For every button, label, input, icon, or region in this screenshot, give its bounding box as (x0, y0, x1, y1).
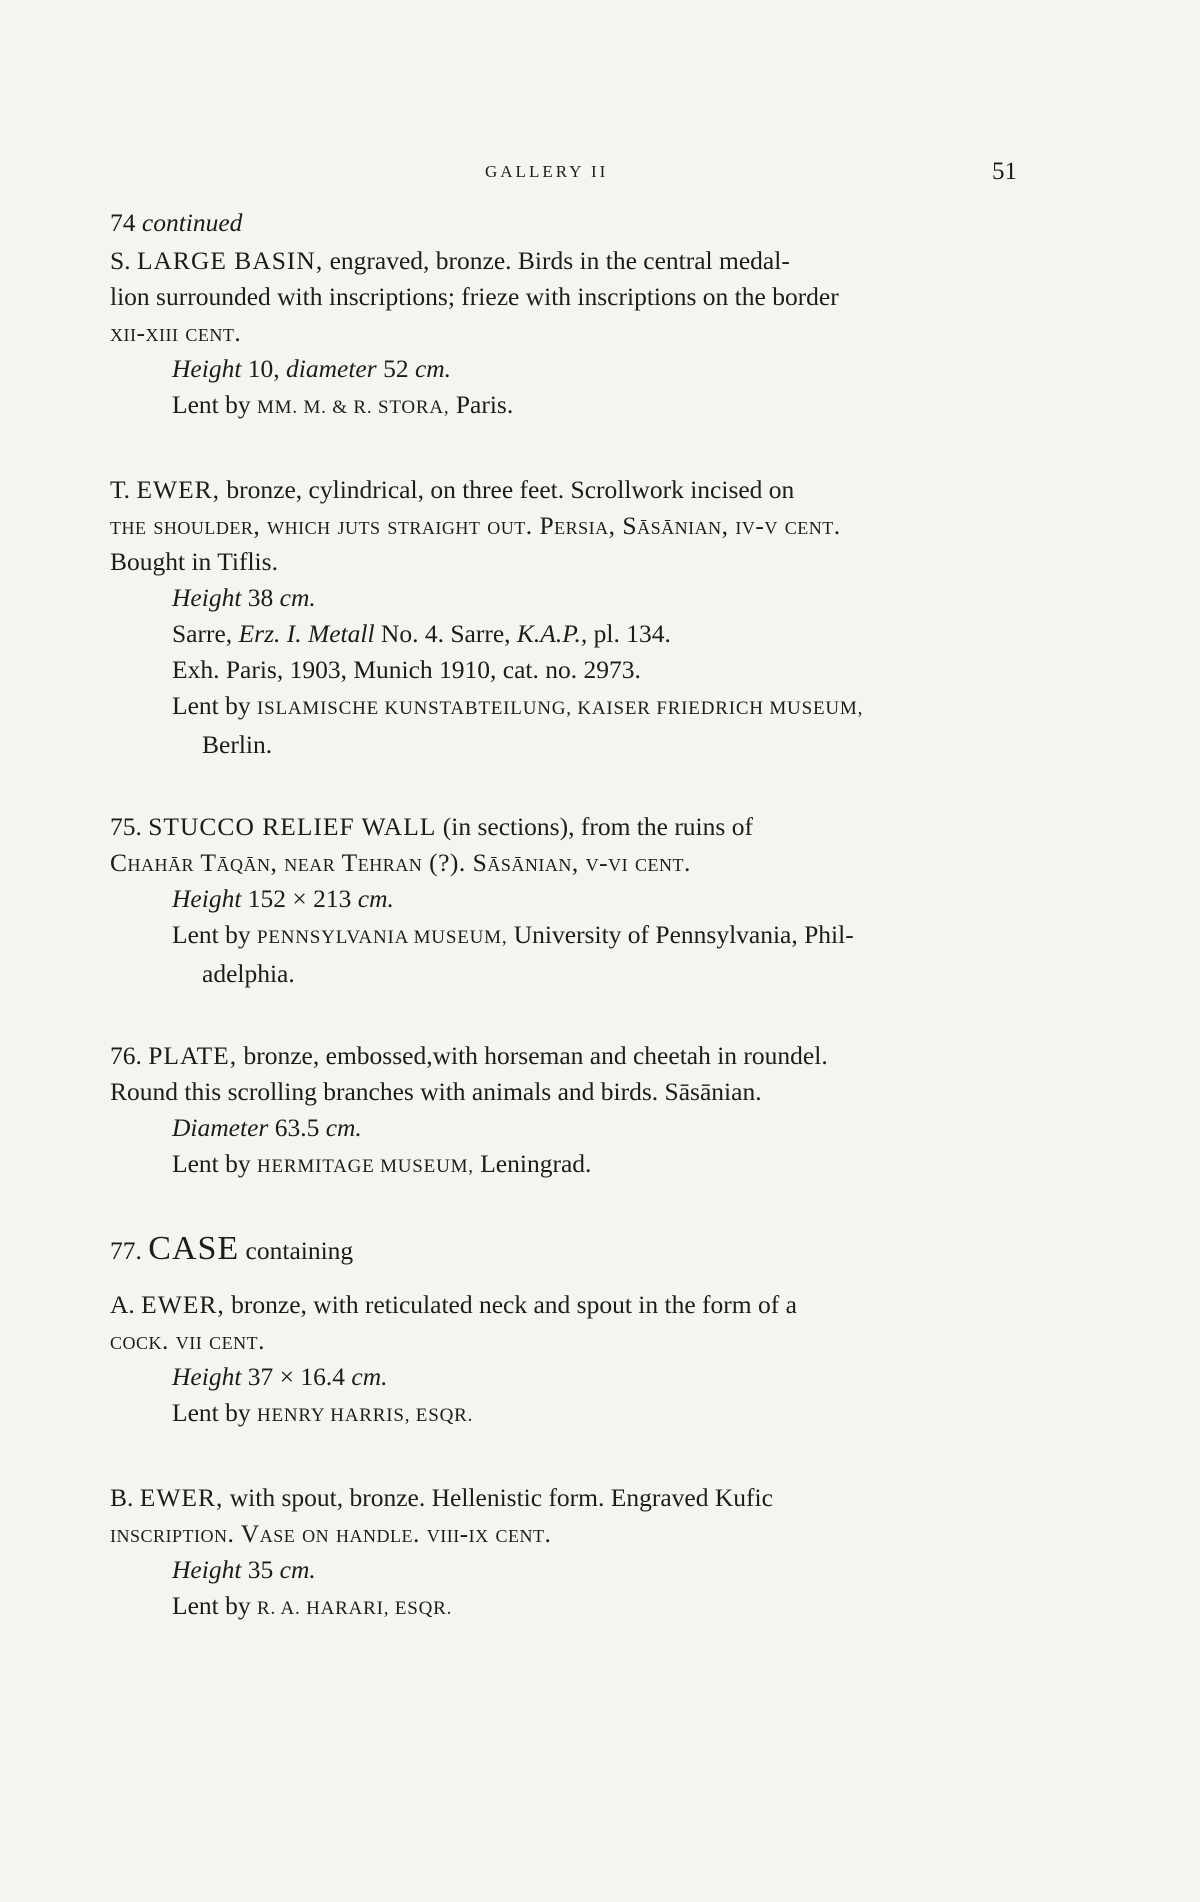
entry-description: engraved, bronze. Birds in the central medal- (329, 246, 790, 275)
entry-line: inscription. Vase on handle. viii-ix cent. (110, 1519, 552, 1548)
entry-74-s (110, 243, 1030, 426)
entry-line (110, 809, 1030, 845)
entry-line: Chahār Tāqān, near Tehran (?). Sāsānian, v-vi cent. (110, 848, 691, 877)
entry-77-a (110, 1287, 1030, 1434)
entry-number: 77. (110, 1236, 142, 1265)
entry-exhibition: Exh. Paris, 1903, Munich 1910, cat. no. 2973. (172, 655, 641, 684)
entry-description: containing (245, 1236, 354, 1265)
entry-dimensions: Height 35 cm. (172, 1555, 316, 1584)
entry-letter: A. (110, 1290, 135, 1319)
entry-line (110, 472, 1030, 508)
entry-line: the shoulder, which juts straight out. Persia, Sāsānian, iv-v cent. (110, 511, 841, 540)
entry-line (110, 243, 1030, 279)
entry-title: EWER, (136, 475, 221, 504)
entry-74-t (110, 472, 1030, 763)
entry-description: (in sections), from the ruins of (442, 812, 753, 841)
entry-lender-place: Berlin. (202, 730, 273, 759)
entry-letter: S. (110, 246, 131, 275)
entry-description: bronze, embossed,with horseman and cheetah in roundel. (243, 1041, 828, 1070)
entry-line (110, 1038, 1030, 1074)
entry-lender: Lent by HERMITAGE MUSEUM, Leningrad. (172, 1149, 592, 1178)
entry-letter: T. (110, 475, 131, 504)
entry-dimensions: Height 37 × 16.4 cm. (172, 1362, 388, 1391)
entry-dimensions: Height 10, diameter 52 cm. (172, 354, 452, 383)
entry-title: LARGE BASIN, (136, 246, 324, 275)
continued-label: continued (141, 208, 243, 237)
entry-letter: B. (110, 1483, 134, 1512)
entry-title: EWER, (141, 1290, 225, 1319)
entry-dimensions: Height 38 cm. (172, 583, 316, 612)
entry-line (110, 1287, 1030, 1323)
entry-line: Round this scrolling branches with animals and birds. Sāsānian. (110, 1077, 762, 1106)
entry-line (110, 1231, 1030, 1269)
catalogue-content (110, 205, 1030, 1627)
entry-number: 76. (110, 1041, 142, 1070)
entry-77 (110, 1231, 1030, 1269)
entry-title: PLATE, (148, 1041, 238, 1070)
entry-lender: Lent by R. A. HARARI, ESQR. (172, 1591, 453, 1620)
entry-description: bronze, with reticulated neck and spout in the form of a (231, 1290, 797, 1319)
gallery-title: GALLERY II (485, 162, 609, 181)
entry-line: Bought in Tiflis. (110, 547, 278, 576)
entry-dimensions: Diameter 63.5 cm. (172, 1113, 362, 1142)
entry-line: lion surrounded with inscriptions; frieze with inscriptions on the border (110, 282, 839, 311)
entry-description: with spout, bronze. Hellenistic form. Engraved Kufic (229, 1483, 773, 1512)
entry-lender: Lent by ISLAMISCHE KUNSTABTEILUNG, KAISER FRIEDRICH MUSEUM, (172, 691, 864, 720)
entry-title: CASE (148, 1230, 240, 1267)
entry-line: cock. vii cent. (110, 1326, 265, 1355)
entry-lender-place: adelphia. (202, 959, 295, 988)
page-number: 51 (992, 158, 1017, 185)
entry-76 (110, 1038, 1030, 1185)
entry-dimensions: Height 152 × 213 cm. (172, 884, 394, 913)
entry-title: EWER, (139, 1483, 224, 1512)
entry-line (110, 1480, 1030, 1516)
entry-title: STUCCO RELIEF WALL (148, 812, 437, 841)
entry-lender: Lent by HENRY HARRIS, ESQR. (172, 1398, 474, 1427)
entry-74-continued-heading (110, 205, 1030, 241)
running-head (0, 158, 1200, 188)
entry-reference: Sarre, Erz. I. Metall No. 4. Sarre, K.A.P., pl. 134. (172, 619, 671, 648)
entry-description: bronze, cylindrical, on three feet. Scrollwork incised on (226, 475, 795, 504)
entry-number: 75. (110, 812, 142, 841)
entry-75 (110, 809, 1030, 992)
entry-number: 74 (110, 208, 136, 237)
entry-date: xii-xiii cent. (110, 318, 242, 347)
entry-lender: Lent by PENNSYLVANIA MUSEUM, University of Pennsylvania, Phil- (172, 920, 854, 949)
entry-lender: Lent by MM. M. & R. STORA, Paris. (172, 390, 514, 419)
entry-77-b (110, 1480, 1030, 1627)
